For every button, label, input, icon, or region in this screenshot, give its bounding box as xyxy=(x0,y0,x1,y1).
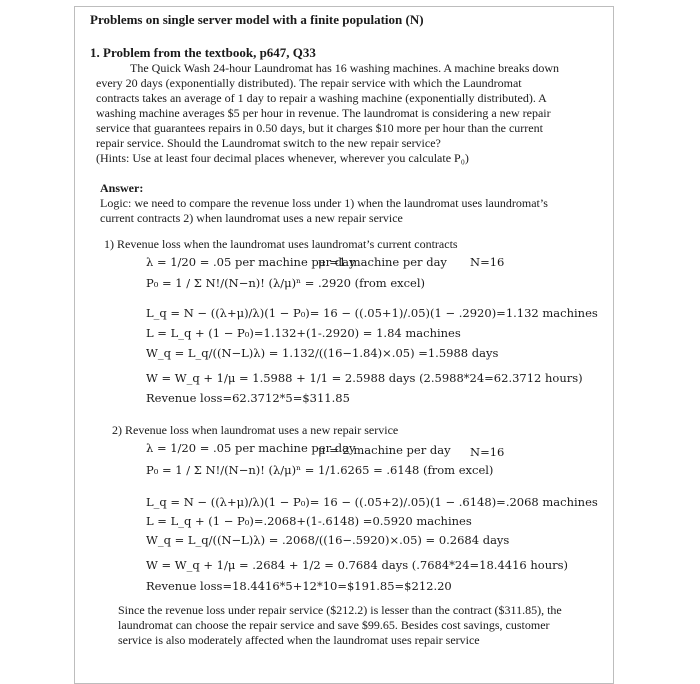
problem-hint: (Hints: Use at least four decimal places whenever, wherever you calculate P₀) xyxy=(96,151,469,165)
part1-revenue: Revenue loss=62.3712*5=$311.85 xyxy=(146,391,350,405)
problem-line: The Quick Wash 24-hour Laundromat has 16 washing machines. A machine breaks down xyxy=(130,61,560,75)
part1-lq: L_q = N − ((λ+μ)/λ)(1 − P₀)= 16 − ((.05+1)/.05)(1 − .2920)=1.132 machines xyxy=(146,306,598,320)
part1-l: L = L_q + (1 − P₀)=1.132+(1-.2920) = 1.84 machines xyxy=(146,326,461,340)
part2-wq: W_q = L_q/((N−L)λ) = .2068/((16−.5920)×.05) = 0.2684 days xyxy=(146,533,510,547)
logic-line: current contracts 2) when laundromat uses a new repair service xyxy=(100,211,403,225)
part2-w: W = W_q + 1/μ = .2684 + 1/2 = 0.7684 days (.7684*24=18.4416 hours) xyxy=(146,558,569,572)
part2-lambda: λ = 1/20 = .05 per machine per day xyxy=(146,441,356,455)
part1-p0: P₀ = 1 / Σ N!/(N−n)! (λ/μ)ⁿ = .2920 (from excel) xyxy=(146,276,426,290)
logic-line: Logic: we need to compare the revenue loss under 1) when the laundromat uses laundromat’s xyxy=(100,196,548,210)
part2-heading: 2) Revenue loss when laundromat uses a new repair service xyxy=(112,423,399,437)
problem-line: repair service. Should the Laundromat switch to the new repair service? xyxy=(96,136,441,150)
part2-lq: L_q = N − ((λ+μ)/λ)(1 − P₀)= 16 − ((.05+2)/.05)(1 − .6148)=.2068 machines xyxy=(146,495,598,509)
document-title: Problems on single server model with a finite population (N) xyxy=(90,12,424,27)
part2-revenue: Revenue loss=18.4416*5+12*10=$191.85=$212.20 xyxy=(146,579,452,593)
part2-n: N=16 xyxy=(470,445,505,459)
part1-heading: 1) Revenue loss when the laundromat uses laundromat’s current contracts xyxy=(104,237,458,251)
conclusion-line: Since the revenue loss under repair service ($212.2) is lesser than the contract ($311.85), the xyxy=(118,603,562,617)
part1-w: W = W_q + 1/μ = 1.5988 + 1/1 = 2.5988 days (2.5988*24=62.3712 hours) xyxy=(146,371,583,385)
problem-line: service that guarantees repairs in 0.50 days, but it charges $10 more per hour than the current xyxy=(96,121,543,135)
part1-lambda: λ = 1/20 = .05 per machine per day xyxy=(146,255,356,269)
problem-line: contracts takes an average of 1 day to repair a washing machine (exponentially distributed). A xyxy=(96,91,547,105)
conclusion-line: service is also moderately affected when the laundromat uses repair service xyxy=(118,633,480,647)
conclusion-line: laundromat can choose the repair service and save $99.65. Besides cost savings, customer xyxy=(118,618,550,632)
problem-heading: 1. Problem from the textbook, p647, Q33 xyxy=(90,45,316,60)
part2-p0: P₀ = 1 / Σ N!/(N−n)! (λ/μ)ⁿ = 1/1.6265 = .6148 (from excel) xyxy=(146,463,494,477)
part2-mu: μ = 2 machine per day xyxy=(318,443,451,457)
part1-wq: W_q = L_q/((N−L)λ) = 1.132/((16−1.84)×.05) =1.5988 days xyxy=(146,346,499,360)
problem-line: every 20 days (exponentially distributed). The repair service with which the Laundromat xyxy=(96,76,522,90)
part1-n: N=16 xyxy=(470,255,505,269)
problem-line: washing machine averages $5 per hour in revenue. The laundromat is considering a new repair xyxy=(96,106,551,120)
part2-l: L = L_q + (1 − P₀)=.2068+(1-.6148) =0.5920 machines xyxy=(146,514,472,528)
part1-mu: μ =1 machine per day xyxy=(318,255,447,269)
answer-label: Answer: xyxy=(100,181,144,195)
